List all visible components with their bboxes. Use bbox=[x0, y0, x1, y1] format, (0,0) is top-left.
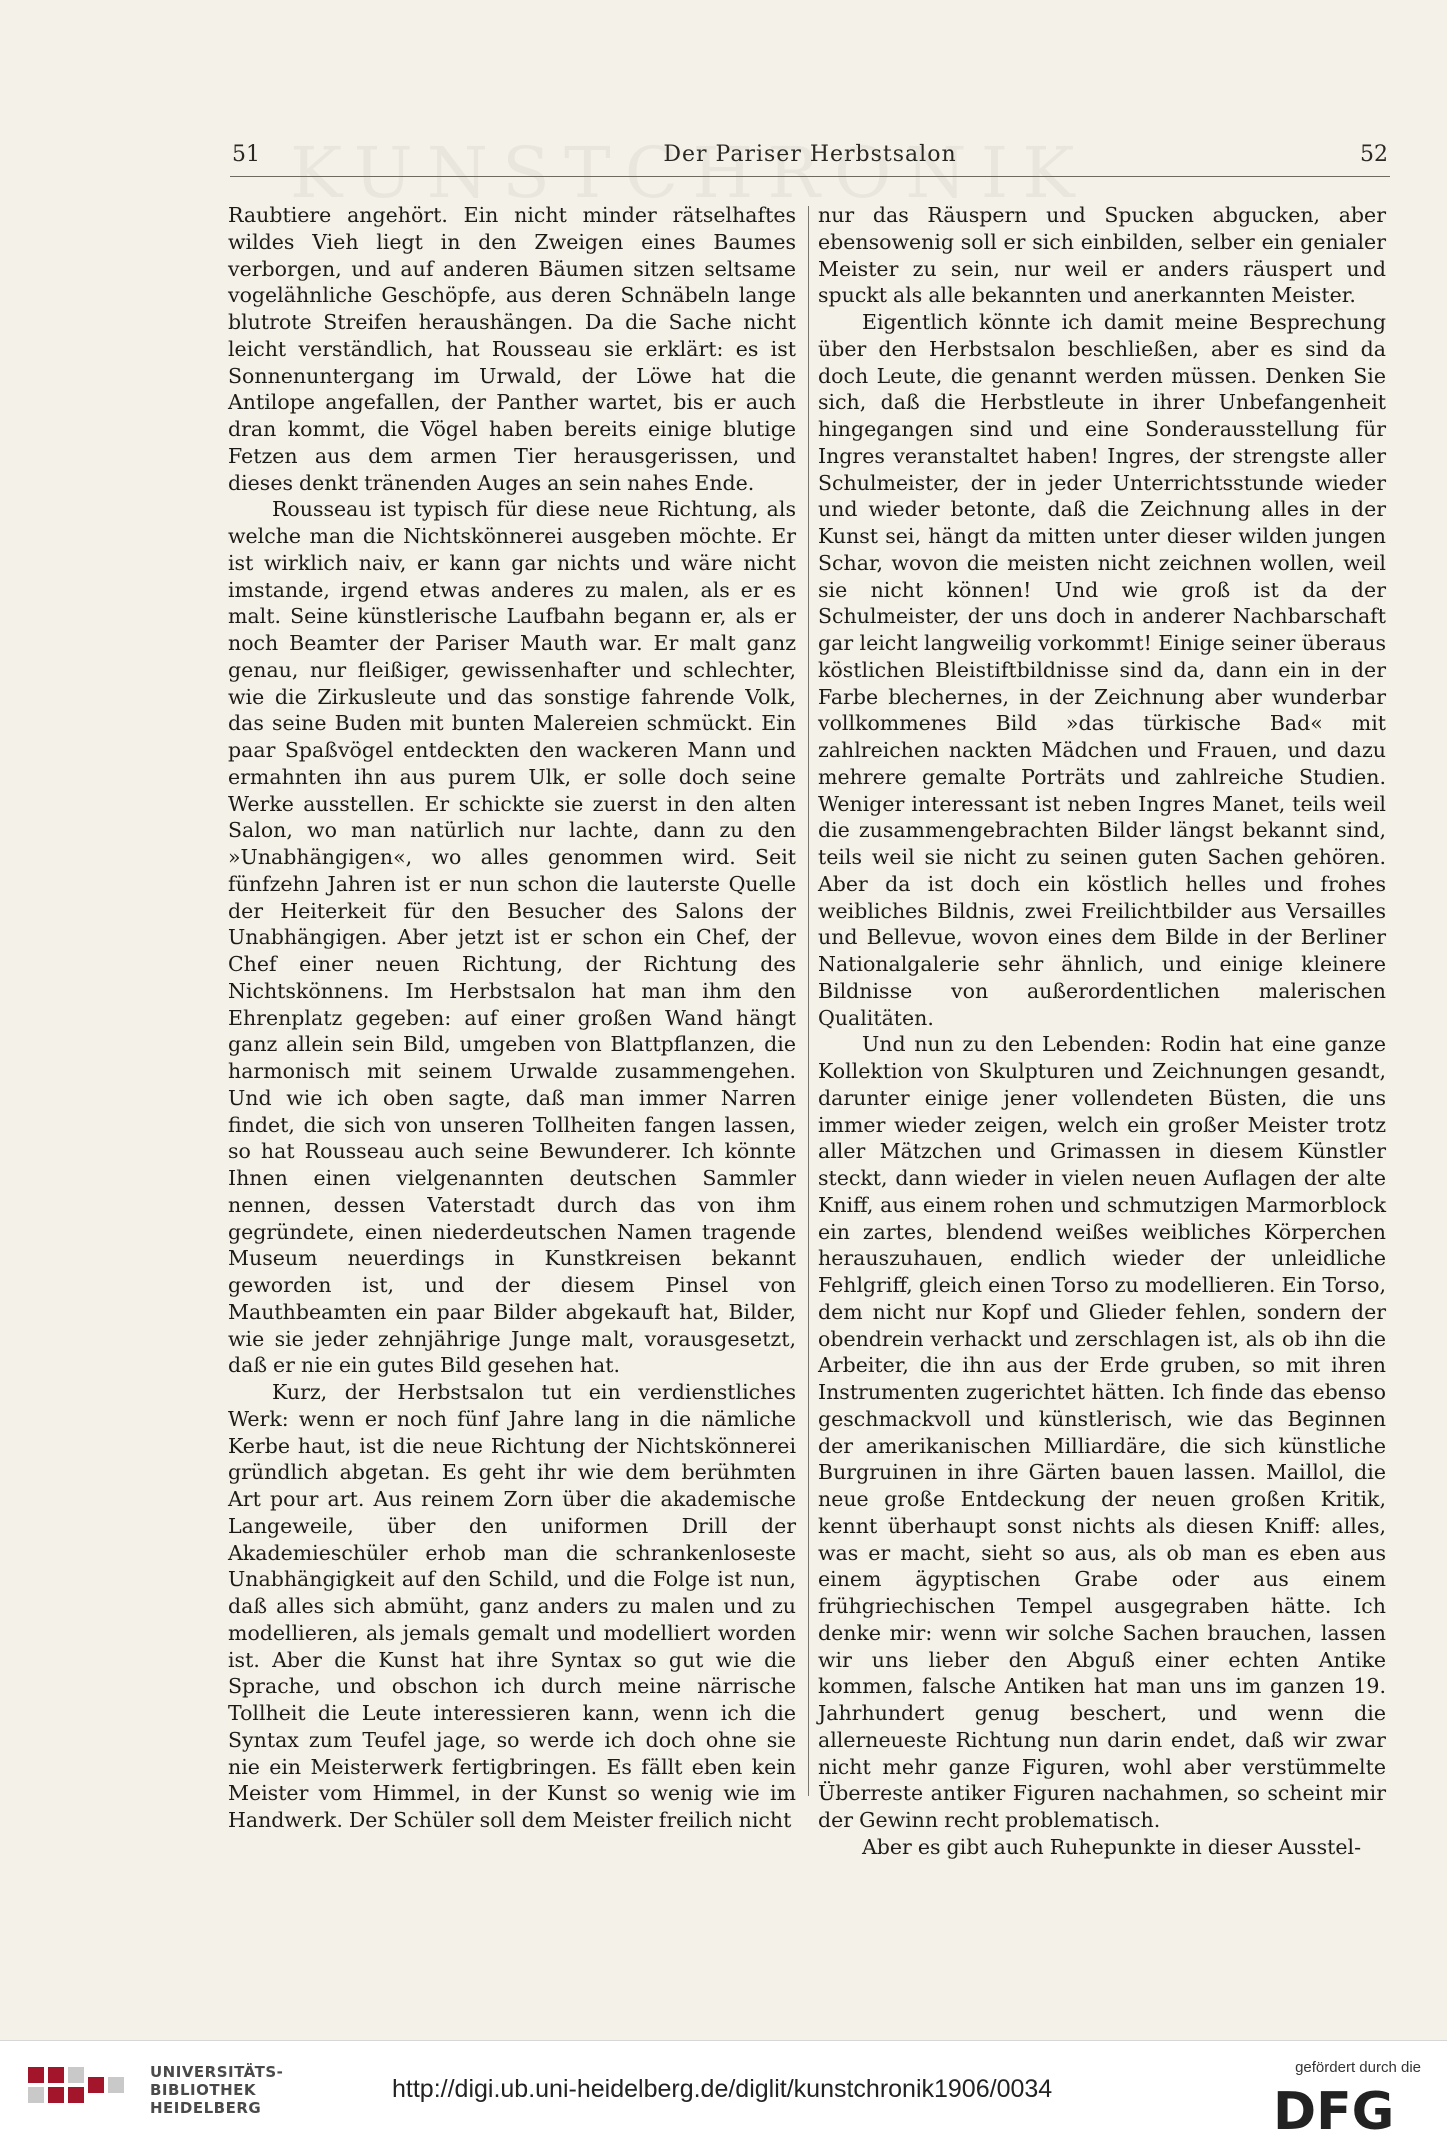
text-column-left bbox=[228, 202, 796, 1834]
footer-bar bbox=[0, 2040, 1447, 2147]
paragraph: Und nun zu den Lebenden: Rodin hat eine ganze Kollektion von Skulpturen und Zeichnungen gesandt, darunter einige jener vollendeten Büsten, die uns immer wieder zeigen, welch ein großer Meister trotz aller Mätzchen und Grimassen in diesem Künstler steckt, dann wieder in vielen neuen Auflagen der alte Kniff, aus einem rohen und schmutzigen Marmorblock ein zartes, blendend weißes weibliches Körperchen herauszuhauen, endlich wieder der unleidliche Fehlgriff, gleich einen Torso zu modellieren. Ein Torso, dem nicht nur Kopf und Glieder fehlen, sondern der obendrein verhackt und zerschlagen ist, als ob ihn die Arbeiter, die ihn aus der Erde gruben, so mit ihren Instrumenten zugerichtet hätten. Ich finde das ebenso geschmackvoll und künstlerisch, wie das Beginnen der amerikanischen Milliardäre, die sich künstliche Burgruinen in ihre Gärten bauen lassen. Maillol, die neue große Entdeckung der neuen großen Kritik, kennt überhaupt sonst nichts als diesen Kniff: alles, was er macht, sieht so aus, als ob man es eben aus einem ägyptischen Grabe oder aus einem frühgriechischen Tempel ausgegraben hätte. Ich denke mir: wenn wir solche Sachen brauchen, lassen wir uns lieber den Abguß einer echten Antike kommen, falsche Antiken hat man uns im ganzen 19. Jahrhundert genug beschert, und wenn die allerneueste Richtung nun darin endet, daß wir zwar nicht mehr ganze Figuren, wohl aber verstümmelte Überreste antiker Figuren nachahmen, so scheint mir der Gewinn recht problematisch. bbox=[818, 1032, 1386, 1832]
text-column-right bbox=[818, 202, 1386, 1861]
permalink-url[interactable]: http://digi.ub.uni-heidelberg.de/diglit/kunstchronik1906/0034 bbox=[392, 2075, 1053, 2103]
page-number-right: 52 bbox=[1360, 142, 1388, 167]
column-divider bbox=[808, 206, 809, 1796]
svg-text:DFG: DFG bbox=[1273, 2085, 1395, 2135]
paragraph: Aber es gibt auch Ruhepunkte in dieser Ausstel- bbox=[862, 1834, 1361, 1859]
university-library-logo-icon[interactable] bbox=[24, 2061, 144, 2121]
paragraph: Raubtiere angehört. Ein nicht minder rätselhaftes wildes Vieh liegt in den Zweigen eines Baumes verborgen, und auf anderen Bäumen sitzen seltsame vogelähnliche Geschöpfe, aus deren Schnäbeln lange blutrote Streifen heraushängen. Da die Sache nicht leicht verständlich, hat Rousseau sie erklärt: es ist Sonnenuntergang im Urwald, der Löwe hat die Antilope angefallen, der Panther wartet, bis er auch dran kommt, die Vögel haben bereits einige blutige Fetzen aus dem armen Tier herausgerissen, und dieses denkt tränenden Auges an sein nahes Ende. bbox=[228, 203, 796, 495]
paragraph: Rousseau ist typisch für diese neue Richtung, als welche man die Nichtskönnerei ausgeben möchte. Er ist wirklich naiv, er kann gar nichts und wäre nicht imstande, irgend etwas anderes zu malen, als er es malt. Seine künstlerische Laufbahn begann er, als er noch Beamter der Pariser Mauth war. Er malt ganz genau, nur fleißiger, gewissenhafter und schlechter, wie die Zirkusleute und das sonstige fahrende Volk, das seine Buden mit bunten Malereien schmückt. Ein paar Spaßvögel entdeckten den wackeren Mann und ermahnten ihn aus purem Ulk, er solle doch seine Werke ausstellen. Er schickte sie zuerst in den alten Salon, wo man natürlich nur lachte, dann zu den »Unabhängigen«, wo alles genommen wird. Seit fünfzehn Jahren ist er nun schon die lauterste Quelle der Heiterkeit für den Besucher des Salons der Unabhängigen. Aber jetzt ist er schon ein Chef, der Chef einer neuen Richtung, der Richtung des Nichtskönnens. Im Herbstsalon hat man ihm den Ehrenplatz gegeben: auf einer großen Wand hängt ganz allein sein Bild, umgeben von Blattpflanzen, die harmonisch mit seinem Urwalde zusammengehen. Und wie ich oben sagte, daß man immer Narren findet, die sich von unseren Tollheiten fangen lassen, so hat Rousseau auch seine Bewunderer. Ich könnte Ihnen einen vielgenannten deutschen Sammler nennen, dessen Vaterstadt durch das von ihm gegründete, einen niederdeutschen Namen tragende Museum neuerdings in Kunstkreisen bekannt geworden ist, und der diesem Pinsel von Mauthbeamten ein paar Bilder abgekauft hat, Bilder, wie sie jeder zehnjährige Junge malt, vorausgesetzt, daß er nie ein gutes Bild gesehen hat. bbox=[228, 497, 796, 1378]
university-library-name: UNIVERSITÄTS- BIBLIOTHEK HEIDELBERG bbox=[150, 2063, 284, 2117]
paragraph: Eigentlich könnte ich damit meine Besprechung über den Herbstsalon beschließen, aber es sind da doch Leute, die genannt werden müssen. Denken Sie sich, daß die Herbstleute in ihrer Unbefangenheit hingegangen sind und eine Sonderausstellung für Ingres veranstaltet haben! Ingres, der strengste aller Schulmeister, der in jeder Unterrichtsstunde wieder und wieder betonte, daß die Zeichnung alles in der Kunst sei, hängt da mitten unter dieser wilden jungen Schar, wovon die meisten nicht zeichnen wollen, weil sie nicht können! Und wie groß ist da der Schulmeister, der uns doch in anderer Nachbarschaft gar leicht langweilig vorkommt! Einige seiner überaus köstlichen Bleistiftbildnisse sind da, dann ein in der Farbe blechernes, in der Zeichnung aber wunderbar vollkommenes Bild »das türkische Bad« mit zahlreichen nackten Mädchen und Frauen, und dazu mehrere gemalte Porträts und zahlreiche Studien. Weniger interessant ist neben Ingres Manet, teils weil die zusammengebrachten Bilder längst bekannt sind, teils weil sie nicht zu seinen guten Sachen gehören. Aber da ist doch ein köstlich helles und frohes weibliches Bildnis, zwei Freilichtbilder aus Versailles und Bellevue, wovon eines dem Bilde in der Berliner Nationalgalerie sehr ähnlich, und einige kleinere Bildnisse von außerordentlichen malerischen Qualitäten. bbox=[818, 310, 1386, 1030]
funded-by-label: gefördert durch die bbox=[1295, 2059, 1421, 2076]
page-header bbox=[230, 140, 1390, 177]
paragraph: Kurz, der Herbstsalon tut ein verdienstliches Werk: wenn er noch fünf Jahre lang in die nämliche Kerbe haut, ist die neue Richtung der Nichtskönnerei gründlich abgetan. Es geht ihr wie dem berühmten Art pour art. Aus reinem Zorn über die akademische Langeweile, über den uniformen Drill der Akademieschüler erhob man die schrankenloseste Unabhängigkeit auf den Schild, und die Folge ist nun, daß alles sich abmüht, ganz anders zu malen und zu modellieren, als jemals gemalt und modelliert worden ist. Aber die Kunst hat ihre Syntax so gut wie die Sprache, und obschon ich durch meine närrische Tollheit die Leute interessieren kann, wenn ich die Syntax zum Teufel jage, so werde ich doch ohne sie nie ein Meisterwerk fertigbringen. Es fällt eben kein Meister vom Himmel, in der Kunst so wenig wie im Handwerk. Der Schüler soll dem Meister freilich nicht bbox=[228, 1380, 796, 1832]
paragraph: nur das Räuspern und Spucken abgucken, aber ebensowenig soll er sich einbilden, selber ein genialer Meister zu sein, nur weil er anders räuspert und spuckt als alle bekannten und anerkannten Meister. bbox=[818, 203, 1386, 308]
page-number-left: 51 bbox=[232, 142, 260, 167]
running-title: Der Pariser Herbstsalon bbox=[663, 142, 957, 167]
dfg-logo-icon[interactable] bbox=[1273, 2085, 1419, 2135]
